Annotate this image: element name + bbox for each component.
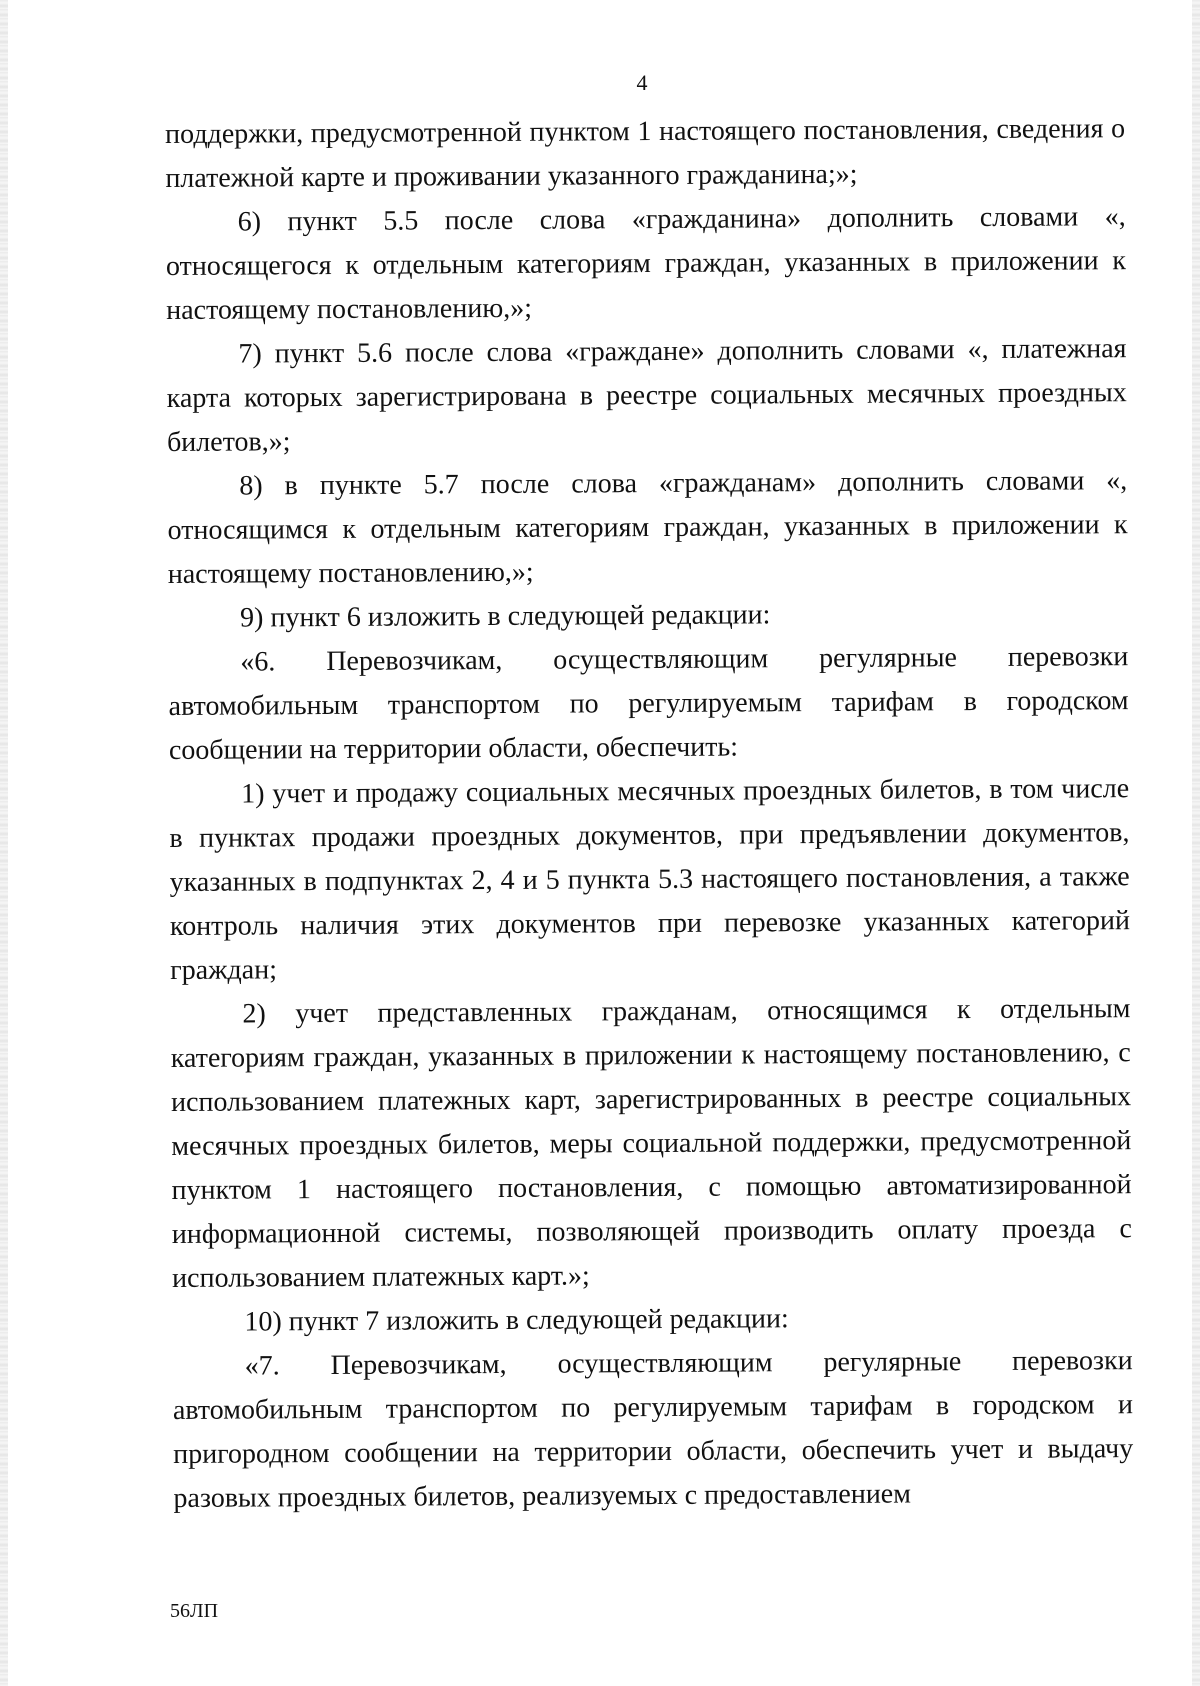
document-body	[165, 107, 1134, 1521]
paragraph-item-9: 9) пункт 6 изложить в следующей редакции:	[239, 599, 771, 634]
paragraph-subpoint-2: 2) учет представленных гражданам, относящимся к отдельным категориям граждан, указанных в приложении к настоящему постановлению, с использованием платежных карт, зарегистрированных в реестре социальных месячных проездных билетов, меры социальной поддержки, предусмотренной пунктом 1 настоящего постановления, с помощью автоматизированной информационной системы, позволяющей производить оплату проезда с использованием платежных карт.»;	[170, 993, 1132, 1294]
scan-edge-right	[1192, 0, 1200, 1686]
scan-edge-left	[0, 0, 8, 1686]
paragraph-item-6: 6) пункт 5.5 после слова «гражданина» дополнить словами «, относящегося к отдельным категориям граждан, указанных в приложении к настоящему постановлению,»;	[165, 201, 1127, 326]
paragraph-continuation: поддержки, предусмотренной пунктом 1 настоящего постановления, сведения о платежной карте и проживании указанного гражданина;»;	[165, 113, 1126, 194]
paragraph-item-7: 7) пункт 5.6 после слова «граждане» дополнить словами «, платежная карта которых зарегистрирована в реестре социальных месячных проездных билетов,»;	[166, 333, 1127, 458]
paragraph-point-7: «7. Перевозчикам, осуществляющим регулярные перевозки автомобильным транспортом по регулируемым тарифам в городском и пригородном сообщении на территории области, обеспечить учет и выдачу разовых проездных билетов, реализуемых с предоставлением	[172, 1345, 1134, 1514]
paragraph-item-8: 8) в пункте 5.7 после слова «гражданам» дополнить словами «, относящимся к отдельным категориям граждан, указанных в приложении к настоящему постановлению,»;	[167, 465, 1128, 590]
page-number: 4	[636, 70, 648, 95]
paragraph-point-6: «6. Перевозчикам, осуществляющим регулярные перевозки автомобильным транспортом по регулируемым тарифам в городском сообщении на территории области, обеспечить:	[168, 641, 1129, 766]
paragraph-item-10: 10) пункт 7 изложить в следующей редакции:	[244, 1303, 789, 1338]
paragraph-subpoint-1: 1) учет и продажу социальных месячных проездных билетов, в том числе в пунктах продажи проездных документов, при предъявлении документов, указанных в подпунктах 2, 4 и 5 пункта 5.3 настоящего постановления, а также контроль наличия этих документов при перевозке указанных категорий граждан;	[169, 773, 1131, 986]
document-code: 56ЛП	[170, 1600, 219, 1622]
